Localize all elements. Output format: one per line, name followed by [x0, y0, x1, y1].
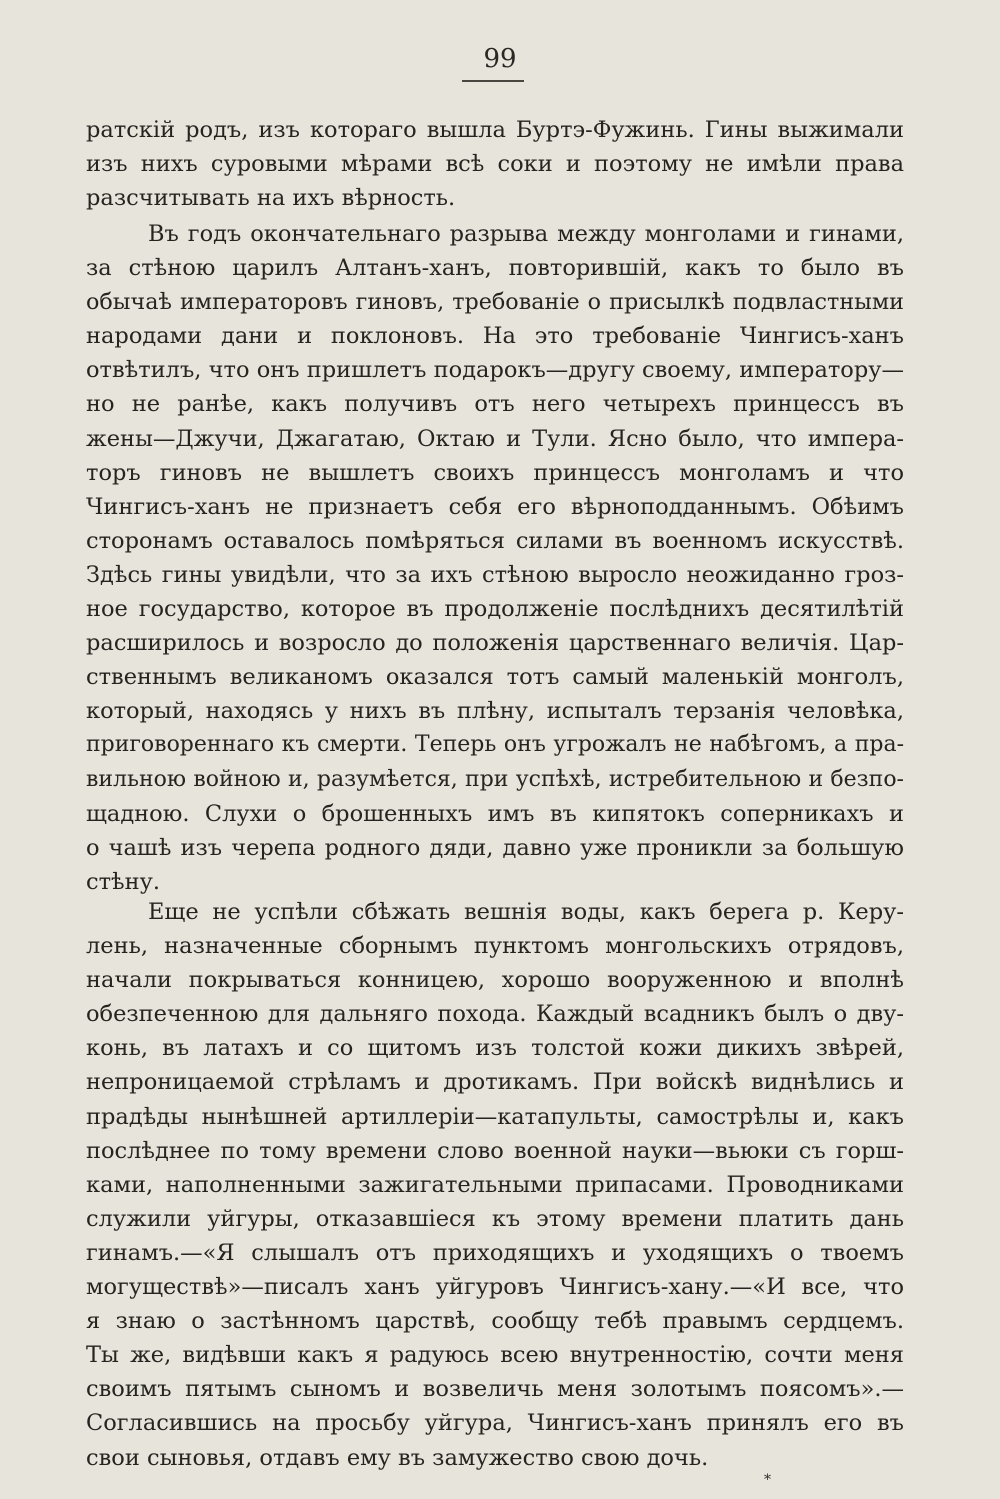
text-line: сторонамъ оставалось помѣряться силами въ военномъ искусствѣ. — [86, 527, 904, 554]
text-line: но не ранѣе, какъ получивъ отъ него четырехъ принцессъ въ — [86, 391, 904, 418]
text-line: свои сыновья, отдавъ ему въ замужество свою дочь. — [86, 1444, 709, 1471]
text-line: начали покрываться конницею, хорошо вооруженною и вполнѣ — [86, 967, 904, 994]
text-line: ственнымъ великаномъ оказался тотъ самый маленькій монголъ, — [86, 664, 904, 691]
text-line: стѣну. — [86, 868, 161, 895]
text-line: Чингисъ-ханъ не признаетъ себя его вѣрноподданнымъ. Обѣимъ — [86, 493, 904, 520]
text-line: Въ годъ окончательнаго разрыва между монголами и гинами, — [148, 221, 904, 247]
paragraph-1 — [86, 113, 904, 215]
text-line: конь, въ латахъ и со щитомъ изъ толстой кожи дикихъ звѣрей, — [86, 1035, 904, 1062]
text-line: отвѣтилъ, что онъ пришлетъ подарокъ—другу своему, императору— — [86, 357, 904, 384]
paragraph-2 — [86, 217, 904, 899]
page-number-rule — [462, 80, 524, 82]
text-line: обычаѣ императоровъ гиновъ, требованіе о присылкѣ подвластными — [86, 289, 904, 316]
text-line: щадною. Слухи о брошенныхъ имъ въ кипятокъ соперникахъ и — [86, 800, 904, 827]
text-line: изъ нихъ суровыми мѣрами всѣ соки и поэтому не имѣли права — [86, 151, 904, 178]
text-line: непроницаемой стрѣламъ и дротикамъ. При войскѣ виднѣлись и — [86, 1069, 904, 1096]
text-line: вильною войною и, разумѣется, при успѣхѣ, истребительною и безпо- — [86, 766, 904, 792]
text-line: разсчитывать на ихъ вѣрность. — [86, 185, 456, 212]
text-line: расширилось и возросло до положенія царственнаго величія. Цар- — [86, 630, 904, 657]
text-line: Здѣсь гины увидѣли, что за ихъ стѣною выросло неожиданно гроз- — [86, 561, 904, 588]
text-line: послѣднее по тому времени слово военной науки—вьюки съ горш- — [86, 1137, 904, 1164]
text-line: народами дани и поклоновъ. На это требованіе Чингисъ-ханъ — [86, 323, 904, 350]
text-line: служили уйгуры, отказавшіеся къ этому времени платить дань — [86, 1205, 904, 1232]
text-line: за стѣною царилъ Алтанъ-ханъ, повторившій, какъ то было въ — [86, 255, 904, 282]
text-line: своимъ пятымъ сыномъ и возвеличь меня золотымъ поясомъ».— — [86, 1376, 904, 1403]
text-line: приговореннаго къ смерти. Теперь онъ угрожалъ не набѣгомъ, а пра- — [86, 732, 904, 758]
page-number: 99 — [483, 44, 517, 74]
text-line: торъ гиновъ не вышлетъ своихъ принцессъ монголамъ и что — [86, 459, 904, 486]
text-line: могуществѣ»—писалъ ханъ уйгуровъ Чингисъ-хану.—«И все, что — [86, 1274, 904, 1301]
text-line: который, находясь у нихъ въ плѣну, испыталъ терзанія человѣка, — [86, 698, 904, 725]
text-line: ками, наполненными зажигательными припасами. Проводниками — [86, 1171, 904, 1198]
paragraph-3 — [86, 895, 904, 1475]
stray-print-mark: * — [764, 1472, 771, 1488]
text-line: прадѣды нынѣшней артиллеріи—катапульты, самострѣлы и, какъ — [86, 1103, 904, 1130]
text-line: ратскій родъ, изъ котораго вышла Буртэ-Фужинь. Гины выжимали — [86, 117, 904, 143]
text-line: о чашѣ изъ черепа родного дяди, давно уже проникли за большую — [86, 834, 904, 861]
text-line: обезпеченною для дальняго похода. Каждый всадникъ былъ о дву- — [86, 1001, 904, 1028]
text-line: жены—Джучи, Джагатаю, Октаю и Тули. Ясно было, что импера- — [86, 425, 904, 452]
text-line: Ты же, видѣвши какъ я радуюсь всею внутренностію, сочти меня — [86, 1342, 904, 1369]
text-line: Еще не успѣли сбѣжать вешнія воды, какъ берега р. Керу- — [148, 899, 904, 925]
text-line: гинамъ.—«Я слышалъ отъ приходящихъ и уходящихъ о твоемъ — [86, 1239, 904, 1266]
text-line: ное государство, которое въ продолженіе послѣднихъ десятилѣтій — [86, 596, 904, 623]
text-line: лень, назначенные сборнымъ пунктомъ монгольскихъ отрядовъ, — [86, 933, 904, 960]
text-line: Согласившись на просьбу уйгура, Чингисъ-ханъ принялъ его въ — [86, 1410, 904, 1437]
text-line: я знаю о застѣнномъ царствѣ, сообщу тебѣ правымъ сердцемъ. — [86, 1308, 904, 1335]
